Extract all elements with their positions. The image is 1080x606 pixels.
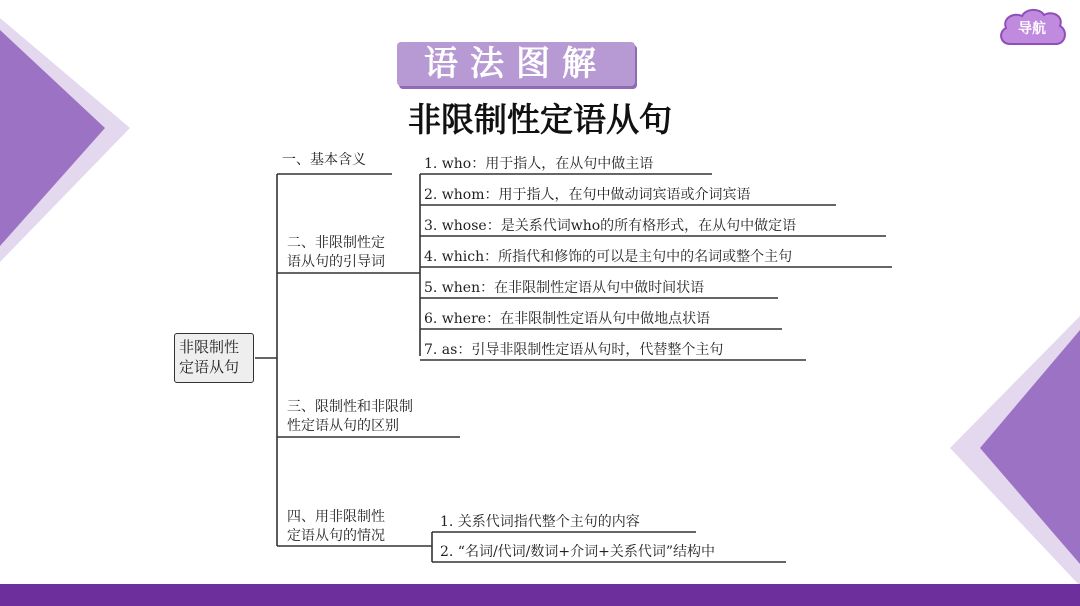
branch-difference-line2: 性定语从句的区别	[287, 418, 399, 434]
branch-difference-line1: 三、限制性和非限制	[287, 399, 413, 415]
root-node: 非限制性定语从句	[174, 333, 254, 383]
page-title: 非限制性定语从句	[408, 100, 672, 139]
list-item: 5. when：在非限制性定语从句中做时间状语	[424, 280, 705, 296]
branch-usage-line2: 定语从句的情况	[287, 528, 385, 544]
list-item: 1. 关系代词指代整个主句的内容	[440, 514, 640, 530]
branch-basic-meaning: 一、基本含义	[282, 152, 366, 168]
nav-label: 导航	[1018, 21, 1046, 37]
list-item: 3. whose：是关系代词who的所有格形式，在从句中做定语	[424, 218, 797, 234]
section-banner: 语法图解	[397, 42, 635, 86]
list-item: 2. “名词/代词/数词+介词+关系代词”结构中	[440, 544, 716, 560]
list-item: 2. whom：用于指人，在句中做动词宾语或介词宾语	[424, 187, 751, 203]
list-item: 1. who：用于指人，在从句中做主语	[424, 156, 654, 172]
bottom-bar	[0, 584, 1080, 606]
list-item: 6. where：在非限制性定语从句中做地点状语	[424, 311, 711, 327]
list-item: 4. which：所指代和修饰的可以是主句中的名词或整个主句	[424, 249, 793, 265]
list-item: 7. as：引导非限制性定语从句时，代替整个主句	[424, 342, 724, 358]
branch-usage-line1: 四、用非限制性	[287, 509, 385, 525]
branch-introducers-line2: 语从句的引导词	[287, 254, 385, 270]
branch-introducers-line1: 二、非限制性定	[287, 235, 385, 251]
